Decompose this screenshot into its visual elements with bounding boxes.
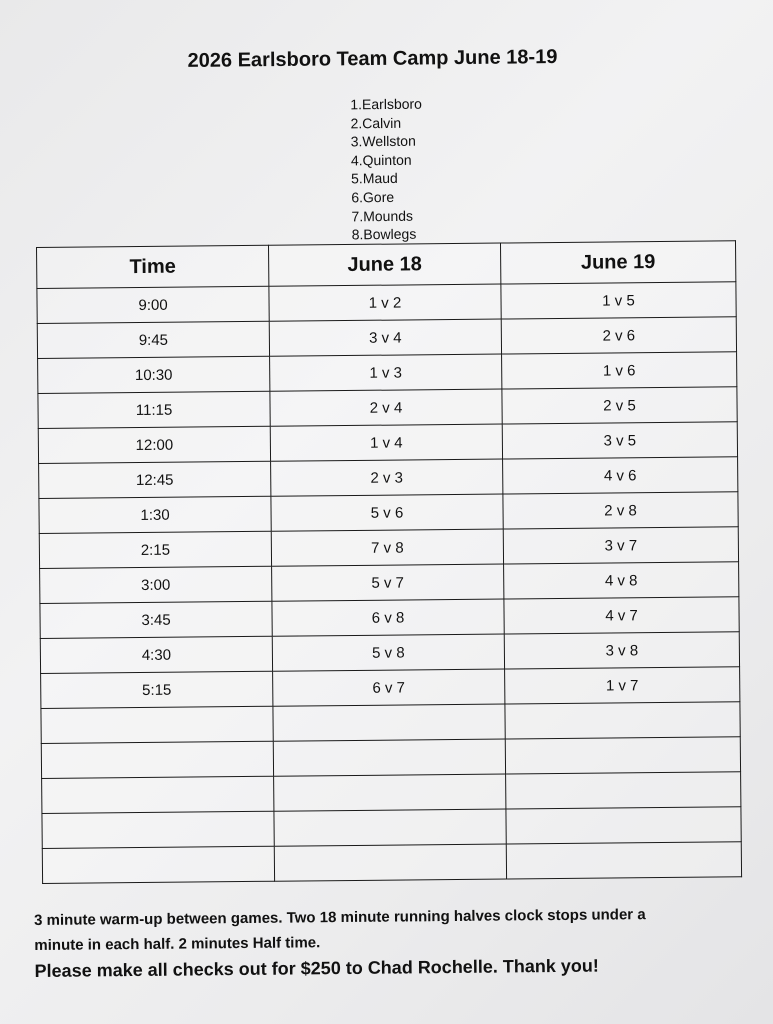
time-cell: 1:30 xyxy=(39,496,271,533)
time-cell xyxy=(41,741,273,778)
time-cell: 9:00 xyxy=(37,286,269,323)
time-cell: 2:15 xyxy=(39,531,271,568)
game-rules-note-line-1: 3 minute warm-up between games. Two 18 minute running halves clock stops under a xyxy=(34,906,646,929)
june-18-game-cell: 6 v 7 xyxy=(273,669,505,706)
schedule-header-row xyxy=(37,241,736,289)
june-19-game-cell: 3 v 7 xyxy=(503,527,738,564)
june-19-game-cell: 1 v 7 xyxy=(505,667,740,704)
time-cell xyxy=(42,776,274,813)
time-cell: 3:00 xyxy=(40,566,272,603)
footer-notes xyxy=(34,901,735,982)
header-june-19: June 19 xyxy=(500,241,735,284)
payment-note: Please make all checks out for $250 to Chad Rochelle. Thank you! xyxy=(34,955,599,981)
team-list-item: 2.Calvin xyxy=(350,114,402,131)
june-18-game-cell: 5 v 6 xyxy=(271,494,503,531)
time-cell: 9:45 xyxy=(37,321,269,358)
june-18-game-cell: 1 v 4 xyxy=(270,424,502,461)
header-time: Time xyxy=(37,245,269,288)
june-19-game-cell: 4 v 6 xyxy=(502,457,737,494)
june-18-game-cell: 2 v 4 xyxy=(270,389,502,426)
june-19-game-cell: 2 v 5 xyxy=(502,387,737,424)
header-june-18: June 18 xyxy=(268,243,500,286)
time-cell xyxy=(42,846,274,883)
team-list-item: 3.Wellston xyxy=(350,132,416,150)
team-list-item: 1.Earlsboro xyxy=(350,95,422,113)
june-19-game-cell: 3 v 5 xyxy=(502,422,737,459)
june-19-game-cell xyxy=(505,737,740,774)
june-18-game-cell: 7 v 8 xyxy=(271,529,503,566)
time-cell: 5:15 xyxy=(41,671,273,708)
june-19-game-cell: 2 v 8 xyxy=(503,492,738,529)
team-list-item: 5.Maud xyxy=(351,170,398,187)
game-rules-note-line-2: minute in each half. 2 minutes Half time. xyxy=(34,934,321,954)
table-row xyxy=(42,842,741,884)
document-title: 2026 Earlsboro Team Camp June 18-19 xyxy=(187,46,558,72)
june-19-game-cell xyxy=(506,772,741,809)
time-cell: 3:45 xyxy=(40,601,272,638)
team-list-item: 4.Quinton xyxy=(350,151,412,169)
june-18-game-cell: 5 v 7 xyxy=(272,564,504,601)
team-list-item: 7.Mounds xyxy=(351,207,414,224)
june-19-game-cell: 4 v 8 xyxy=(504,562,739,599)
schedule-body xyxy=(37,282,742,884)
june-18-game-cell: 3 v 4 xyxy=(269,319,501,356)
june-18-game-cell: 5 v 8 xyxy=(272,634,504,671)
june-19-game-cell: 1 v 6 xyxy=(501,352,736,389)
june-19-game-cell xyxy=(506,842,741,879)
time-cell xyxy=(41,706,273,743)
team-list xyxy=(350,95,423,244)
june-19-game-cell: 3 v 8 xyxy=(504,632,739,669)
time-cell: 11:15 xyxy=(38,391,270,428)
june-19-game-cell: 4 v 7 xyxy=(504,597,739,634)
june-19-game-cell xyxy=(505,702,740,739)
time-cell: 12:00 xyxy=(38,426,270,463)
team-list-item: 8.Bowlegs xyxy=(351,225,417,243)
june-18-game-cell: 2 v 3 xyxy=(271,459,503,496)
time-cell xyxy=(42,811,274,848)
team-list-item: 6.Gore xyxy=(351,188,395,206)
june-18-game-cell xyxy=(274,774,506,811)
june-18-game-cell xyxy=(274,844,506,881)
june-18-game-cell: 1 v 2 xyxy=(269,284,501,321)
june-19-game-cell: 1 v 5 xyxy=(501,282,736,319)
time-cell: 12:45 xyxy=(39,461,271,498)
june-18-game-cell xyxy=(273,704,505,741)
june-19-game-cell xyxy=(506,807,741,844)
june-19-game-cell: 2 v 6 xyxy=(501,317,736,354)
june-18-game-cell xyxy=(273,739,505,776)
june-18-game-cell: 6 v 8 xyxy=(272,599,504,636)
schedule-table xyxy=(36,240,742,884)
time-cell: 4:30 xyxy=(40,636,272,673)
june-18-game-cell: 1 v 3 xyxy=(270,354,502,391)
time-cell: 10:30 xyxy=(38,356,270,393)
june-18-game-cell xyxy=(274,809,506,846)
